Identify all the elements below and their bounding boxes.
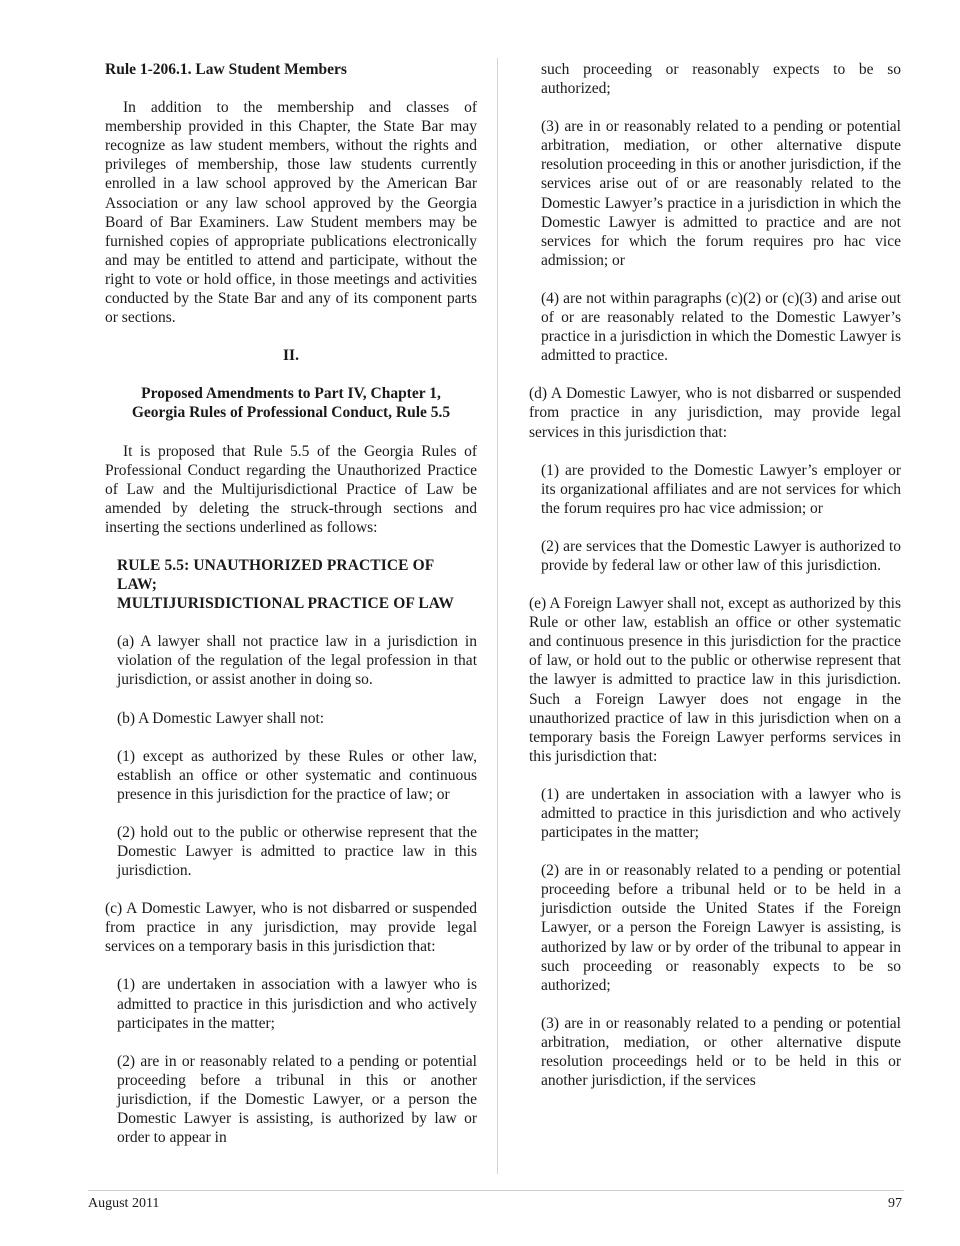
paragraph-e1: (1) are undertaken in association with a lawyer who is admitted to practice in this jurisdiction and who actively participates in the matter; <box>541 785 901 842</box>
paragraph-b: (b) A Domestic Lawyer shall not: <box>117 709 325 727</box>
right-column <box>529 60 901 1090</box>
paragraph-b2: (2) hold out to the public or otherwise represent that the Domestic Lawyer is admitted to practice law in this jurisdiction. <box>117 823 477 880</box>
amendment-heading <box>105 384 477 422</box>
paragraph-b1: (1) except as authorized by these Rules or other law, establish an office or other systematic and continuous presence in this jurisdiction for the practice of law; or <box>117 747 477 803</box>
amendment-heading-line2: Georgia Rules of Professional Conduct, Rule 5.5 <box>131 404 451 422</box>
paragraph-c4: (4) are not within paragraphs (c)(2) or (c)(3) and arise out of or are reasonably related to the Domestic Lawyer’s practice in a jurisdiction in which the Domestic Lawyer is admitted to practice. <box>541 289 901 365</box>
paragraph-e2: (2) are in or reasonably related to a pending or potential proceeding before a tribunal held or to be held in a jurisdiction outside the United States if the Foreign Lawyer, or a person the Foreign Lawyer is assisting, is authorized by law or by order of the tribunal to appear in such proceeding or reasonably expects to be so authorized; <box>541 862 901 994</box>
footer-date: August 2011 <box>88 1196 160 1211</box>
paragraph-d1: (1) are provided to the Domestic Lawyer’s employer or its organizational affiliates and are not services for which the forum requires pro hac vice admission; or <box>541 461 901 517</box>
proposal-text: It is proposed that Rule 5.5 of the Georgia Rules of Professional Conduct regarding the Unauthorized Practice of Law and the Multijurisdictional Practice of Law be amended by deleting the struck-through sections and inserting the sections underlined as follows: <box>105 442 477 536</box>
section-number: II. <box>283 347 299 365</box>
paragraph-e3: (3) are in or reasonably related to a pending or potential arbitration, mediation, or other alternative dispute resolution proceedings held or to be held in this or another jurisdiction, if the services <box>541 1014 901 1090</box>
rule-title-line1: RULE 5.5: UNAUTHORIZED PRACTICE OF LAW; <box>117 556 434 594</box>
paragraph-d2: (2) are services that the Domestic Lawyer is authorized to provide by federal law or other law of this jurisdiction. <box>541 537 901 574</box>
rule-title-line2: MULTIJURISDICTIONAL PRACTICE OF LAW <box>117 595 454 613</box>
page-number: 97 <box>888 1196 902 1211</box>
amendment-heading-line1: Proposed Amendments to Part IV, Chapter 1, <box>141 385 441 403</box>
rule-title <box>105 556 477 613</box>
footer-divider <box>88 1190 904 1191</box>
left-column <box>105 60 477 1147</box>
paragraph-e: (e) A Foreign Lawyer shall not, except as authorized by this Rule or other law, establish an office or other systematic and continuous presence in this jurisdiction for the practice of law, or hold out to the public or otherwise represent that the lawyer is admitted to practice law in this jurisdiction. Such a Foreign Lawyer does not engage in the unauthorized practice of law in this jurisdiction when on a temporary basis the Foreign Lawyer performs services in this jurisdiction that: <box>529 595 901 765</box>
paragraph-c1: (1) are undertaken in association with a lawyer who is admitted to practice in this jurisdiction and who actively participates in the matter; <box>117 976 477 1032</box>
rule-heading: Rule 1-206.1. Law Student Members <box>105 61 347 78</box>
paragraph-c2-continued: such proceeding or reasonably expects to be so authorized; <box>541 61 901 98</box>
paragraph-c: (c) A Domestic Lawyer, who is not disbarred or suspended from practice in any jurisdiction, may provide legal services on a temporary basis in this jurisdiction that: <box>105 900 477 956</box>
rule-body: In addition to the membership and classes of membership provided in this Chapter, the State Bar may recognize as law student members, without the rights and privileges of membership, those law students currently enrolled in a law school approved by the American Bar Association or any law school approved by the Georgia Board of Bar Examiners. Law Student members may be furnished copies of appropriate publications electronically and may be entitled to attend and participate, without the right to vote or hold office, in those meetings and activities conducted by the State Bar and any of its component parts or sections. <box>105 99 477 327</box>
paragraph-d: (d) A Domestic Lawyer, who is not disbarred or suspended from practice in any jurisdiction, may provide legal services in this jurisdiction that: <box>529 385 901 441</box>
paragraph-c3: (3) are in or reasonably related to a pending or potential arbitration, mediation, or other alternative dispute resolution proceeding in this or another jurisdiction, if the services arise out of or are reasonably related to the Domestic Lawyer’s practice in a jurisdiction in which the Domestic Lawyer is admitted to practice and are not services for which the forum requires pro hac vice admission; or <box>541 118 901 269</box>
column-divider <box>497 58 498 1174</box>
paragraph-a: (a) A lawyer shall not practice law in a jurisdiction in violation of the regulation of the legal profession in that jurisdiction, or assist another in doing so. <box>117 633 477 689</box>
paragraph-c2: (2) are in or reasonably related to a pending or potential proceeding before a tribunal in this or another jurisdiction, if the Domestic Lawyer, or a person the Domestic Lawyer is assisting, is authorized by law or order to appear in <box>117 1052 477 1147</box>
